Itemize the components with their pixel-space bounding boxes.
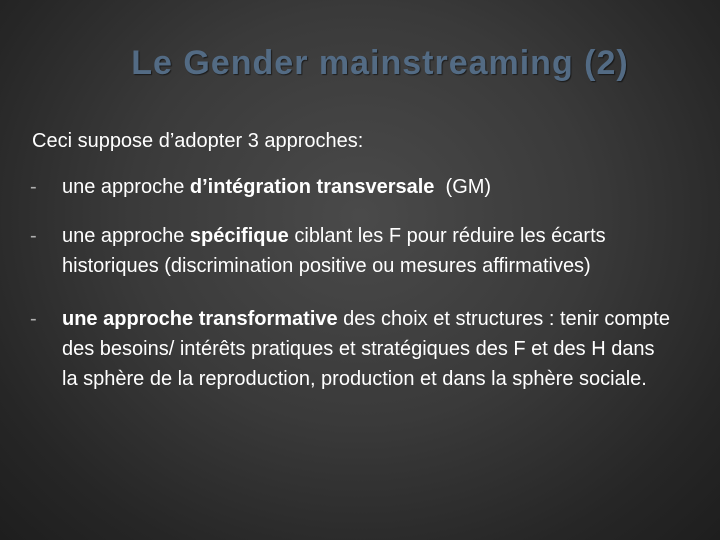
- bullet-emphasis: spécifique: [189, 225, 289, 247]
- bullet-emphasis: une approche transformative: [62, 308, 338, 330]
- intro-text: Ceci suppose d’adopter 3 approches:: [32, 130, 364, 152]
- bullet-text: des choix et structures : tenir compte des besoins/ intérêts pratiques et stratégiques des F et des H dans la sphère de la reproduction, production et dans la sphère sociale.: [62, 308, 670, 390]
- bullet-marker: -: [30, 225, 37, 247]
- slide-title: Le Gender mainstreaming (2): [131, 44, 629, 82]
- bullet-text: une approche: [62, 176, 190, 198]
- bullet-list: [30, 172, 670, 413]
- bullet-text: une approche: [62, 225, 190, 247]
- bullet-text: (GM): [434, 176, 492, 198]
- bullet-item-transformative: [30, 304, 670, 394]
- bullet-emphasis: d’intégration transversale: [189, 176, 435, 198]
- bullet-marker: -: [30, 308, 37, 330]
- bullet-text: ciblant les F pour réduire les écarts historiques (discrimination positive ou mesures affirmatives): [62, 225, 606, 277]
- bullet-item-specifique: [30, 221, 670, 281]
- bullet-item-integration: [30, 172, 670, 202]
- bullet-marker: -: [30, 176, 37, 198]
